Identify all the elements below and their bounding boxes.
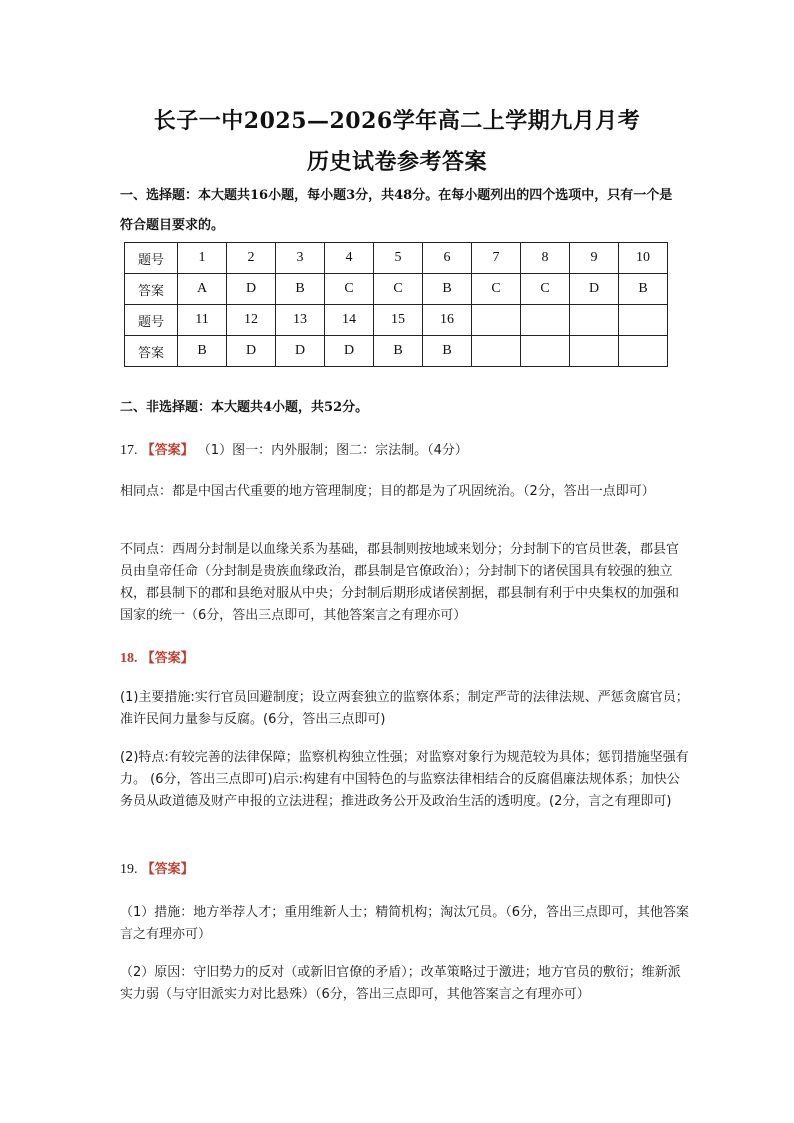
table-cell: 14 [325, 305, 374, 336]
table-cell: B [374, 336, 423, 367]
table-cell: 13 [276, 305, 325, 336]
q18-part1: (1)主要措施:实行官员回避制度；设立两套独立的监察体系；制定严苛的法律法规、严惩贪腐官员；准许民间力量参与反腐。(6分，答出三点即可) [120, 690, 689, 727]
table-cell: 2 [227, 243, 276, 274]
table-cell: 3 [276, 243, 325, 274]
table-row-label: 题号 [125, 305, 178, 336]
q17-difference: 不同点：西周分封制是以血缘关系为基础，郡县制则按地域来划分；分封制下的官员世袭，郡县官员由皇帝任命（分封制是贵族血缘政治，郡县制是官僚政治）；分封制下的诸侯国具有较强的独立权，郡县制下的郡和县绝对服从中央；分封制后期形成诸侯割据，郡县制有利于中央集权的加强和国家的统一（6分，答出三点即可，其他答案言之有理亦可） [120, 542, 680, 623]
q17-part1: （1）图一：内外服制；图二：宗法制。（4分） [197, 443, 468, 458]
exam-title: 长子一中2025—2026学年高二上学期九月月考 [153, 108, 641, 134]
table-cell: 15 [374, 305, 423, 336]
table-cell: B [276, 274, 325, 305]
table-cell: C [325, 274, 374, 305]
table-cell: 9 [570, 243, 619, 274]
table-cell [472, 336, 521, 367]
table-cell [619, 336, 668, 367]
q19-heading [120, 859, 690, 881]
answer-table [124, 242, 668, 367]
q18-answer-tag: 【答案】 [141, 651, 194, 666]
table-cell: D [325, 336, 374, 367]
table-cell: 1 [178, 243, 227, 274]
table-cell: A [178, 274, 227, 305]
table-cell: 10 [619, 243, 668, 274]
table-cell: D [276, 336, 325, 367]
table-cell: D [227, 336, 276, 367]
q17-answer-tag: 【答案】 [141, 443, 194, 458]
table-cell [521, 336, 570, 367]
q17-number: 17. [120, 443, 138, 458]
table-cell: B [423, 274, 472, 305]
table-cell: B [619, 274, 668, 305]
table-cell [521, 305, 570, 336]
table-cell: B [423, 336, 472, 367]
table-cell: C [472, 274, 521, 305]
section-1-heading: 一、选择题：本大题共16小题，每小题3分，共48分。在每小题列出的四个选项中，只有一个是符合题目要求的。 [120, 188, 673, 233]
q19-part1: （1）措施：地方举荐人才；重用维新人士；精简机构；淘汰冗员。（6分，答出三点即可，其他答案言之有理亦可） [120, 905, 690, 942]
table-cell: 6 [423, 243, 472, 274]
q18-number: 18. [120, 651, 138, 666]
table-cell: D [227, 274, 276, 305]
q19-number: 19. [120, 862, 138, 877]
table-cell [619, 305, 668, 336]
q18-heading [120, 648, 690, 670]
table-row-label: 答案 [125, 274, 178, 305]
table-row [125, 274, 668, 305]
table-cell: 7 [472, 243, 521, 274]
table-cell [472, 305, 521, 336]
table-cell: C [521, 274, 570, 305]
table-cell: 16 [423, 305, 472, 336]
table-cell [570, 336, 619, 367]
table-cell: C [374, 274, 423, 305]
table-row-label: 题号 [125, 243, 178, 274]
section-2-heading: 二、非选择题：本大题共4小题，共52分。 [120, 400, 369, 415]
table-row-label: 答案 [125, 336, 178, 367]
table-row [125, 243, 668, 274]
table-cell: 12 [227, 305, 276, 336]
table-row [125, 305, 668, 336]
q18-part2: (2)特点:有较完善的法律保障；监察机构独立性强；对监察对象行为规范较为具体；惩罚措施坚强有力。 (6分，答出三点即可)启示:构建有中国特色的与监察法律相结合的反腐倡廉法规体系；加快公务员从政道德及财产申报的立法进程；推进政务公开及政治生活的透明度。(2分，言之有理即可) [120, 750, 689, 809]
q19-part2: （2）原因：守旧势力的反对（或新旧官僚的矛盾）；改革策略过于激进；地方官员的敷衍；维新派实力弱（与守旧派实力对比悬殊）（6分，答出三点即可，其他答案言之有理亦可） [120, 965, 681, 1002]
table-cell: 11 [178, 305, 227, 336]
q17-line1 [120, 440, 690, 462]
table-cell: 5 [374, 243, 423, 274]
q17-similarity: 相同点：都是中国古代重要的地方管理制度；目的都是为了巩固统治。（2分，答出一点即可） [120, 484, 655, 499]
table-cell: D [570, 274, 619, 305]
table-cell: 4 [325, 243, 374, 274]
table-cell: B [178, 336, 227, 367]
table-cell: 8 [521, 243, 570, 274]
q19-answer-tag: 【答案】 [141, 862, 194, 877]
table-cell [570, 305, 619, 336]
exam-subtitle: 历史试卷参考答案 [306, 149, 487, 175]
table-row [125, 336, 668, 367]
